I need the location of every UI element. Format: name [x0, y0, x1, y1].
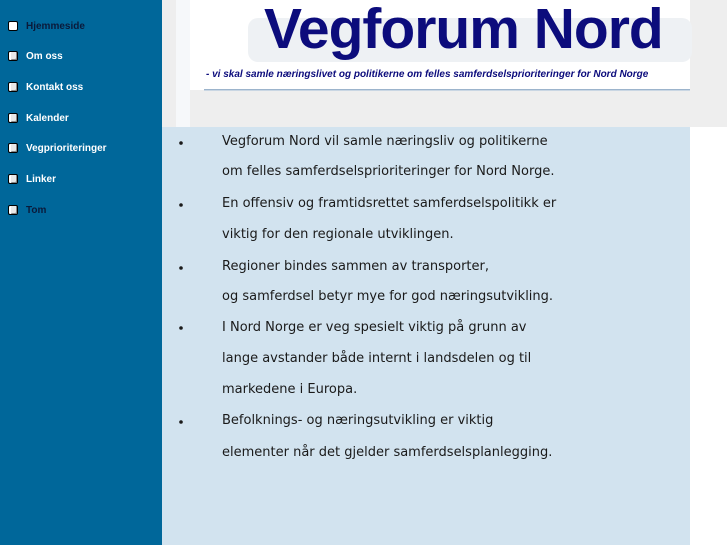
- header-divider: [204, 89, 690, 91]
- content-line: viktig for den regionale utviklingen.: [222, 227, 454, 242]
- content-line: Befolknings- og næringsutvikling er viktig: [222, 413, 494, 428]
- content-line: og samferdsel betyr mye for god næringsutvikling.: [222, 289, 554, 304]
- sidebar-item-kalender[interactable]: [8, 110, 69, 126]
- content-line: markedene i Europa.: [222, 382, 358, 397]
- bullet-icon: [179, 141, 183, 145]
- content-line: om felles samferdselsprioriteringer for Nord Norge.: [222, 164, 555, 179]
- content-line: En offensiv og framtidsrettet samferdselspolitikk er: [222, 196, 557, 211]
- nav-bullet-icon: [8, 82, 18, 92]
- sidebar-item-hjemmeside[interactable]: [8, 18, 85, 34]
- bullet-icon: [179, 266, 183, 270]
- sidebar-item-tom[interactable]: [8, 202, 46, 218]
- site-title: Vegforum Nord: [264, 0, 663, 61]
- nav-bullet-icon: [8, 205, 18, 215]
- sidebar-item-label: Hjemmeside: [26, 20, 85, 32]
- sidebar-item-label: Om oss: [26, 50, 63, 62]
- bullet-icon: [179, 326, 183, 330]
- nav-bullet-icon: [8, 21, 18, 31]
- sidebar-item-kontakt-oss[interactable]: [8, 79, 83, 95]
- content-line: elementer når det gjelder samferdselsplanlegging.: [222, 445, 553, 460]
- nav-bullet-icon: [8, 113, 18, 123]
- header-strip: [176, 0, 190, 127]
- sidebar-item-label: Tom: [26, 204, 47, 216]
- sidebar-item-label: Kontakt oss: [26, 81, 84, 93]
- content-line: Vegforum Nord vil samle næringsliv og politikerne: [222, 134, 548, 149]
- content-line: I Nord Norge er veg spesielt viktig på grunn av: [222, 320, 527, 335]
- sidebar-item-label: Kalender: [26, 112, 69, 124]
- nav-bullet-icon: [8, 143, 18, 153]
- sidebar: [0, 0, 162, 545]
- sidebar-item-label: Linker: [26, 173, 57, 185]
- sidebar-item-label: Vegprioriteringer: [26, 142, 107, 154]
- nav-bullet-icon: [8, 51, 18, 61]
- bullet-icon: [179, 203, 183, 207]
- content-line: lange avstander både internt i landsdelen og til: [222, 351, 532, 366]
- sidebar-item-linker[interactable]: [8, 171, 56, 187]
- content-line: Regioner bindes sammen av transporter,: [222, 259, 490, 274]
- main-content: [162, 127, 690, 545]
- sidebar-item-om-oss[interactable]: [8, 48, 63, 64]
- bullet-icon: [179, 420, 183, 424]
- sidebar-item-vegprioriteringer[interactable]: [8, 140, 107, 156]
- site-subtitle: - vi skal samle næringslivet og politikerne om felles samferdselsprioriteringer for Nord Norge: [206, 69, 649, 80]
- nav-bullet-icon: [8, 174, 18, 184]
